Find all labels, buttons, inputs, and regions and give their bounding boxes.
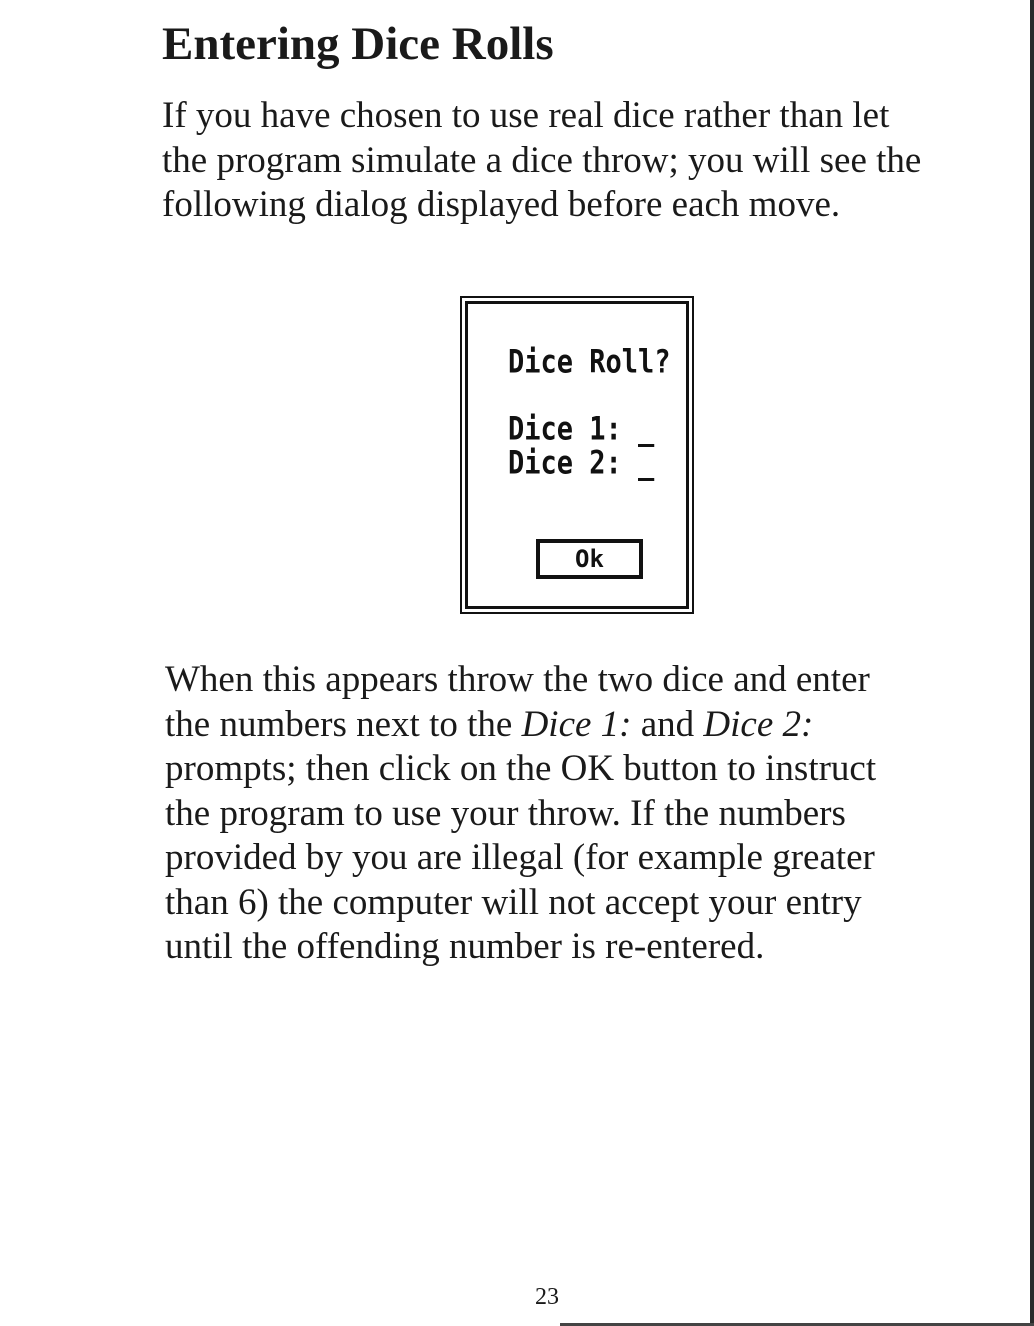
- ok-button[interactable]: Ok: [536, 539, 643, 579]
- dice-1-input[interactable]: Dice 1: _: [508, 411, 655, 448]
- body-text: and: [631, 703, 704, 745]
- intro-paragraph: [162, 94, 992, 228]
- body-line: provided by you are illegal (for example greater: [165, 837, 875, 878]
- body-line: prompts; then click on the OK button to instruct: [165, 748, 877, 789]
- body-text: the numbers next to the: [165, 703, 522, 745]
- page-edge: [1030, 0, 1034, 1326]
- body-paragraph: [165, 658, 965, 970]
- dice-2-reference: Dice 2:: [703, 703, 814, 745]
- intro-line: following dialog displayed before each move.: [162, 184, 841, 225]
- dialog-frame: [465, 301, 689, 609]
- dice-roll-dialog: [460, 296, 694, 614]
- body-line: When this appears throw the two dice and enter: [165, 659, 870, 700]
- intro-line: the program simulate a dice throw; you will see the: [162, 139, 922, 181]
- page-number: 23: [535, 1284, 559, 1310]
- page-title: Entering Dice Rolls: [162, 18, 554, 70]
- dice-1-reference: Dice 1:: [521, 703, 632, 745]
- body-line: than 6) the computer will not accept your entry: [165, 881, 862, 923]
- body-line: [165, 703, 965, 748]
- body-line: the program to use your throw. If the numbers: [165, 792, 846, 834]
- intro-line: If you have chosen to use real dice rather than let: [162, 95, 890, 136]
- dialog-title: Dice Roll?: [508, 344, 671, 381]
- body-line: until the offending number is re-entered.: [165, 926, 765, 967]
- dice-2-input[interactable]: Dice 2: _: [508, 445, 655, 482]
